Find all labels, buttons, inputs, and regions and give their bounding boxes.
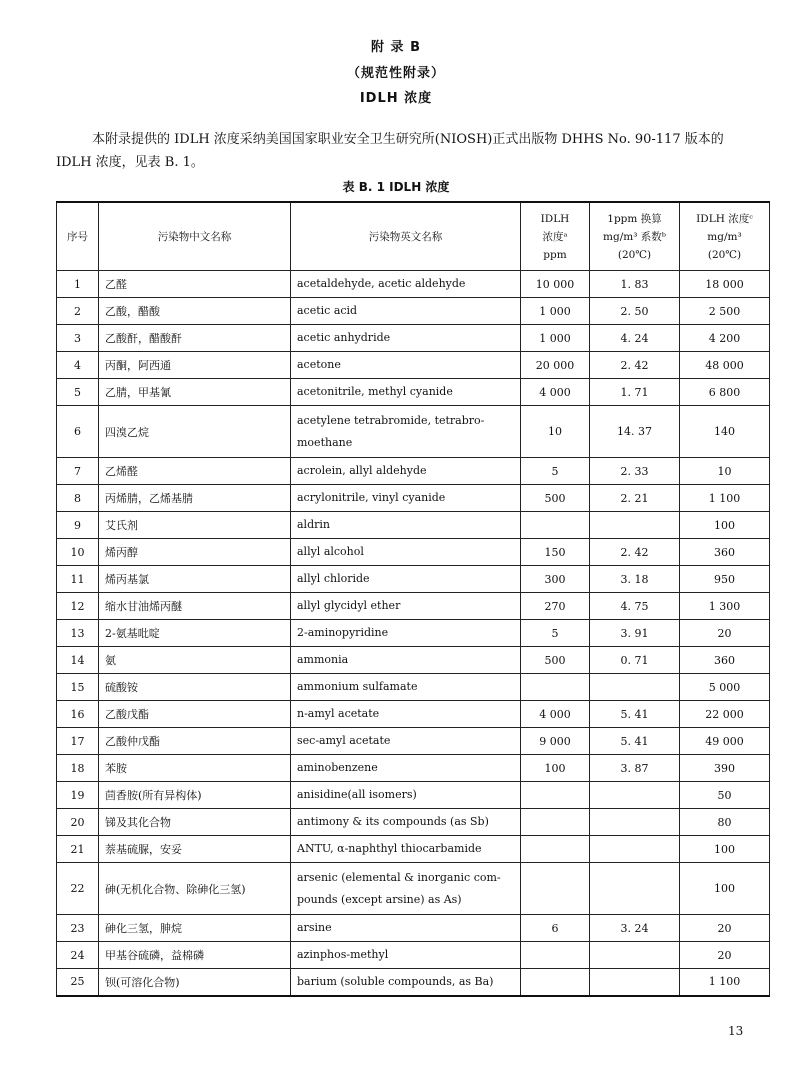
cell-no: 12 bbox=[57, 593, 99, 620]
cell-en-name: barium (soluble compounds, as Ba) bbox=[291, 969, 521, 996]
cell-no: 24 bbox=[57, 942, 99, 969]
cell-en-name: antimony & its compounds (as Sb) bbox=[291, 809, 521, 836]
cell-no: 16 bbox=[57, 701, 99, 728]
table-row bbox=[57, 566, 770, 593]
cell-idlh-mg: 1 100 bbox=[680, 969, 770, 996]
cell-no: 19 bbox=[57, 782, 99, 809]
cell-cn-name: 乙烯醛 bbox=[99, 458, 291, 485]
cell-idlh-ppm: 500 bbox=[521, 485, 590, 512]
cell-en-name: arsenic (elemental & inorganic com-pounds (except arsine) as As) bbox=[291, 863, 521, 915]
cell-no: 10 bbox=[57, 539, 99, 566]
cell-idlh-ppm: 5 bbox=[521, 458, 590, 485]
col-header-factor-line1: 1ppm 换算 bbox=[607, 212, 662, 225]
cell-idlh-ppm bbox=[521, 782, 590, 809]
cell-no: 25 bbox=[57, 969, 99, 996]
cell-cn-name: 苯胺 bbox=[99, 755, 291, 782]
table-row bbox=[57, 325, 770, 352]
col-header-factor-line3: (20℃) bbox=[617, 248, 652, 261]
cell-no: 17 bbox=[57, 728, 99, 755]
cell-idlh-mg: 6 800 bbox=[680, 379, 770, 406]
cell-factor: 2. 50 bbox=[590, 298, 680, 325]
cell-no: 7 bbox=[57, 458, 99, 485]
cell-no: 13 bbox=[57, 620, 99, 647]
cell-en-name: acetonitrile, methyl cyanide bbox=[291, 379, 521, 406]
cell-no: 4 bbox=[57, 352, 99, 379]
cell-idlh-ppm: 9 000 bbox=[521, 728, 590, 755]
cell-factor bbox=[590, 512, 680, 539]
cell-idlh-ppm bbox=[521, 863, 590, 915]
col-header-idlh-mg-line2: mg/m³ bbox=[707, 230, 742, 243]
cell-factor bbox=[590, 782, 680, 809]
cell-no: 21 bbox=[57, 836, 99, 863]
cell-no: 22 bbox=[57, 863, 99, 915]
cell-idlh-mg: 20 bbox=[680, 942, 770, 969]
cell-en-name: acetic anhydride bbox=[291, 325, 521, 352]
cell-idlh-mg: 140 bbox=[680, 406, 770, 458]
cell-idlh-mg: 1 300 bbox=[680, 593, 770, 620]
cell-idlh-ppm bbox=[521, 809, 590, 836]
cell-cn-name: 烯丙基氯 bbox=[99, 566, 291, 593]
cell-idlh-ppm: 20 000 bbox=[521, 352, 590, 379]
cell-factor: 3. 18 bbox=[590, 566, 680, 593]
cell-cn-name: 艾氏剂 bbox=[99, 512, 291, 539]
table-caption: 表 B. 1 IDLH 浓度 bbox=[342, 180, 450, 194]
table-row bbox=[57, 458, 770, 485]
cell-cn-name: 丙烯腈，乙烯基腈 bbox=[99, 485, 291, 512]
cell-cn-name: 锑及其化合物 bbox=[99, 809, 291, 836]
table-row bbox=[57, 701, 770, 728]
cell-cn-name: 缩水甘油烯丙醚 bbox=[99, 593, 291, 620]
col-header-en-name: 污染物英文名称 bbox=[291, 202, 521, 271]
col-header-no: 序号 bbox=[57, 202, 99, 271]
cell-idlh-ppm bbox=[521, 674, 590, 701]
cell-en-name: n-amyl acetate bbox=[291, 701, 521, 728]
table-row bbox=[57, 728, 770, 755]
cell-idlh-mg: 100 bbox=[680, 863, 770, 915]
cell-cn-name: 钡(可溶化合物) bbox=[99, 969, 291, 996]
cell-en-name: acetic acid bbox=[291, 298, 521, 325]
cell-factor: 4. 75 bbox=[590, 593, 680, 620]
cell-cn-name: 砷(无机化合物、除砷化三氢) bbox=[99, 863, 291, 915]
col-header-idlh-ppm bbox=[521, 202, 590, 271]
table-row bbox=[57, 298, 770, 325]
col-header-factor bbox=[590, 202, 680, 271]
cell-cn-name: 2-氨基吡啶 bbox=[99, 620, 291, 647]
cell-idlh-ppm: 300 bbox=[521, 566, 590, 593]
cell-idlh-mg: 49 000 bbox=[680, 728, 770, 755]
cell-en-name: aldrin bbox=[291, 512, 521, 539]
cell-en-name: 2-aminopyridine bbox=[291, 620, 521, 647]
cell-cn-name: 乙酸酐，醋酸酐 bbox=[99, 325, 291, 352]
appendix-subtitle: （规范性附录） bbox=[346, 66, 445, 81]
cell-no: 2 bbox=[57, 298, 99, 325]
cell-idlh-ppm: 5 bbox=[521, 620, 590, 647]
cell-no: 18 bbox=[57, 755, 99, 782]
cell-factor: 1. 71 bbox=[590, 379, 680, 406]
cell-factor: 2. 33 bbox=[590, 458, 680, 485]
table-row bbox=[57, 647, 770, 674]
cell-en-name: allyl chloride bbox=[291, 566, 521, 593]
cell-idlh-mg: 100 bbox=[680, 836, 770, 863]
table-row bbox=[57, 915, 770, 942]
cell-idlh-ppm bbox=[521, 942, 590, 969]
cell-en-name: arsine bbox=[291, 915, 521, 942]
cell-no: 1 bbox=[57, 271, 99, 298]
cell-factor: 2. 21 bbox=[590, 485, 680, 512]
cell-cn-name: 砷化三氢，胂烷 bbox=[99, 915, 291, 942]
cell-no: 23 bbox=[57, 915, 99, 942]
cell-cn-name: 萘基硫脲，安妥 bbox=[99, 836, 291, 863]
cell-no: 8 bbox=[57, 485, 99, 512]
appendix-topic: IDLH 浓度 bbox=[359, 91, 433, 106]
cell-no: 15 bbox=[57, 674, 99, 701]
table-row bbox=[57, 782, 770, 809]
table-row bbox=[57, 352, 770, 379]
cell-factor bbox=[590, 942, 680, 969]
cell-en-name: allyl glycidyl ether bbox=[291, 593, 521, 620]
cell-idlh-ppm: 500 bbox=[521, 647, 590, 674]
cell-cn-name: 茴香胺(所有异构体) bbox=[99, 782, 291, 809]
cell-factor: 4. 24 bbox=[590, 325, 680, 352]
cell-factor: 0. 71 bbox=[590, 647, 680, 674]
cell-en-name: anisidine(all isomers) bbox=[291, 782, 521, 809]
cell-cn-name: 乙醛 bbox=[99, 271, 291, 298]
cell-idlh-mg: 360 bbox=[680, 539, 770, 566]
cell-factor: 5. 41 bbox=[590, 701, 680, 728]
cell-en-name: sec-amyl acetate bbox=[291, 728, 521, 755]
cell-en-name: allyl alcohol bbox=[291, 539, 521, 566]
idlh-table bbox=[56, 201, 770, 997]
cell-idlh-ppm: 100 bbox=[521, 755, 590, 782]
cell-idlh-mg: 80 bbox=[680, 809, 770, 836]
cell-idlh-mg: 18 000 bbox=[680, 271, 770, 298]
table-row bbox=[57, 969, 770, 996]
table-row bbox=[57, 485, 770, 512]
cell-cn-name: 烯丙醇 bbox=[99, 539, 291, 566]
cell-cn-name: 乙酸仲戊酯 bbox=[99, 728, 291, 755]
table-row bbox=[57, 620, 770, 647]
cell-cn-name: 乙酸，醋酸 bbox=[99, 298, 291, 325]
cell-idlh-mg: 20 bbox=[680, 915, 770, 942]
col-header-idlh-ppm-line1: IDLH bbox=[540, 212, 570, 225]
cell-idlh-mg: 48 000 bbox=[680, 352, 770, 379]
col-header-idlh-ppm-line2: 浓度ᵃ bbox=[542, 230, 568, 243]
col-header-idlh-mg-line3: (20℃) bbox=[707, 248, 742, 261]
cell-idlh-ppm: 4 000 bbox=[521, 379, 590, 406]
cell-en-name: ANTU, α-naphthyl thiocarbamide bbox=[291, 836, 521, 863]
col-header-idlh-mg-line1: IDLH 浓度ᶜ bbox=[696, 212, 753, 225]
table-row bbox=[57, 863, 770, 915]
cell-idlh-mg: 1 100 bbox=[680, 485, 770, 512]
table-row bbox=[57, 755, 770, 782]
cell-idlh-mg: 360 bbox=[680, 647, 770, 674]
cell-en-name: aminobenzene bbox=[291, 755, 521, 782]
cell-idlh-ppm: 6 bbox=[521, 915, 590, 942]
table-row bbox=[57, 942, 770, 969]
cell-factor: 5. 41 bbox=[590, 728, 680, 755]
cell-en-name: ammonium sulfamate bbox=[291, 674, 521, 701]
cell-no: 11 bbox=[57, 566, 99, 593]
cell-idlh-ppm: 1 000 bbox=[521, 325, 590, 352]
cell-idlh-ppm bbox=[521, 969, 590, 996]
table-row bbox=[57, 539, 770, 566]
cell-factor bbox=[590, 836, 680, 863]
cell-factor bbox=[590, 969, 680, 996]
appendix-title: 附 录 B bbox=[371, 40, 421, 55]
cell-en-name: acetylene tetrabromide, tetrabro-moethane bbox=[291, 406, 521, 458]
col-header-idlh-mg bbox=[680, 202, 770, 271]
cell-idlh-mg: 2 500 bbox=[680, 298, 770, 325]
cell-en-name: azinphos-methyl bbox=[291, 942, 521, 969]
cell-factor: 2. 42 bbox=[590, 352, 680, 379]
cell-en-name: acetaldehyde, acetic aldehyde bbox=[291, 271, 521, 298]
cell-idlh-ppm: 1 000 bbox=[521, 298, 590, 325]
cell-no: 5 bbox=[57, 379, 99, 406]
cell-cn-name: 四溴乙烷 bbox=[99, 406, 291, 458]
col-header-factor-line2: mg/m³ 系数ᵇ bbox=[603, 230, 666, 243]
cell-no: 20 bbox=[57, 809, 99, 836]
cell-idlh-mg: 20 bbox=[680, 620, 770, 647]
cell-factor bbox=[590, 863, 680, 915]
cell-en-name: acrolein, allyl aldehyde bbox=[291, 458, 521, 485]
cell-idlh-mg: 4 200 bbox=[680, 325, 770, 352]
cell-idlh-ppm bbox=[521, 512, 590, 539]
cell-factor: 2. 42 bbox=[590, 539, 680, 566]
cell-cn-name: 丙酮，阿西通 bbox=[99, 352, 291, 379]
cell-factor: 3. 24 bbox=[590, 915, 680, 942]
table-row bbox=[57, 271, 770, 298]
cell-idlh-mg: 100 bbox=[680, 512, 770, 539]
table-row bbox=[57, 836, 770, 863]
cell-idlh-mg: 950 bbox=[680, 566, 770, 593]
table-header-row bbox=[57, 202, 770, 271]
cell-factor bbox=[590, 674, 680, 701]
cell-factor: 3. 87 bbox=[590, 755, 680, 782]
cell-cn-name: 硫酸铵 bbox=[99, 674, 291, 701]
cell-no: 14 bbox=[57, 647, 99, 674]
cell-en-name: ammonia bbox=[291, 647, 521, 674]
cell-cn-name: 乙酸戊酯 bbox=[99, 701, 291, 728]
cell-factor: 14. 37 bbox=[590, 406, 680, 458]
cell-en-name: acetone bbox=[291, 352, 521, 379]
cell-no: 3 bbox=[57, 325, 99, 352]
cell-cn-name: 氨 bbox=[99, 647, 291, 674]
cell-idlh-mg: 50 bbox=[680, 782, 770, 809]
cell-idlh-ppm: 150 bbox=[521, 539, 590, 566]
intro-paragraph: 本附录提供的 IDLH 浓度采纳美国国家职业安全卫生研究所(NIOSH)正式出版物 DHHS No. 90-117 版本的 IDLH 浓度，见表 B. 1。 bbox=[56, 132, 724, 170]
cell-factor: 3. 91 bbox=[590, 620, 680, 647]
cell-idlh-mg: 10 bbox=[680, 458, 770, 485]
cell-idlh-mg: 5 000 bbox=[680, 674, 770, 701]
cell-factor: 1. 83 bbox=[590, 271, 680, 298]
table-row bbox=[57, 593, 770, 620]
cell-idlh-ppm bbox=[521, 836, 590, 863]
cell-idlh-ppm: 270 bbox=[521, 593, 590, 620]
col-header-cn-name: 污染物中文名称 bbox=[99, 202, 291, 271]
col-header-idlh-ppm-line3: ppm bbox=[543, 248, 567, 261]
cell-cn-name: 乙腈，甲基氰 bbox=[99, 379, 291, 406]
cell-idlh-ppm: 4 000 bbox=[521, 701, 590, 728]
table-row bbox=[57, 406, 770, 458]
cell-idlh-ppm: 10 000 bbox=[521, 271, 590, 298]
page-number: 13 bbox=[728, 1024, 744, 1038]
cell-no: 6 bbox=[57, 406, 99, 458]
cell-idlh-ppm: 10 bbox=[521, 406, 590, 458]
cell-idlh-mg: 22 000 bbox=[680, 701, 770, 728]
table-row bbox=[57, 379, 770, 406]
table-row bbox=[57, 674, 770, 701]
table-row bbox=[57, 512, 770, 539]
cell-en-name: acrylonitrile, vinyl cyanide bbox=[291, 485, 521, 512]
table-row bbox=[57, 809, 770, 836]
cell-idlh-mg: 390 bbox=[680, 755, 770, 782]
cell-cn-name: 甲基谷硫磷，益棉磷 bbox=[99, 942, 291, 969]
cell-factor bbox=[590, 809, 680, 836]
cell-no: 9 bbox=[57, 512, 99, 539]
